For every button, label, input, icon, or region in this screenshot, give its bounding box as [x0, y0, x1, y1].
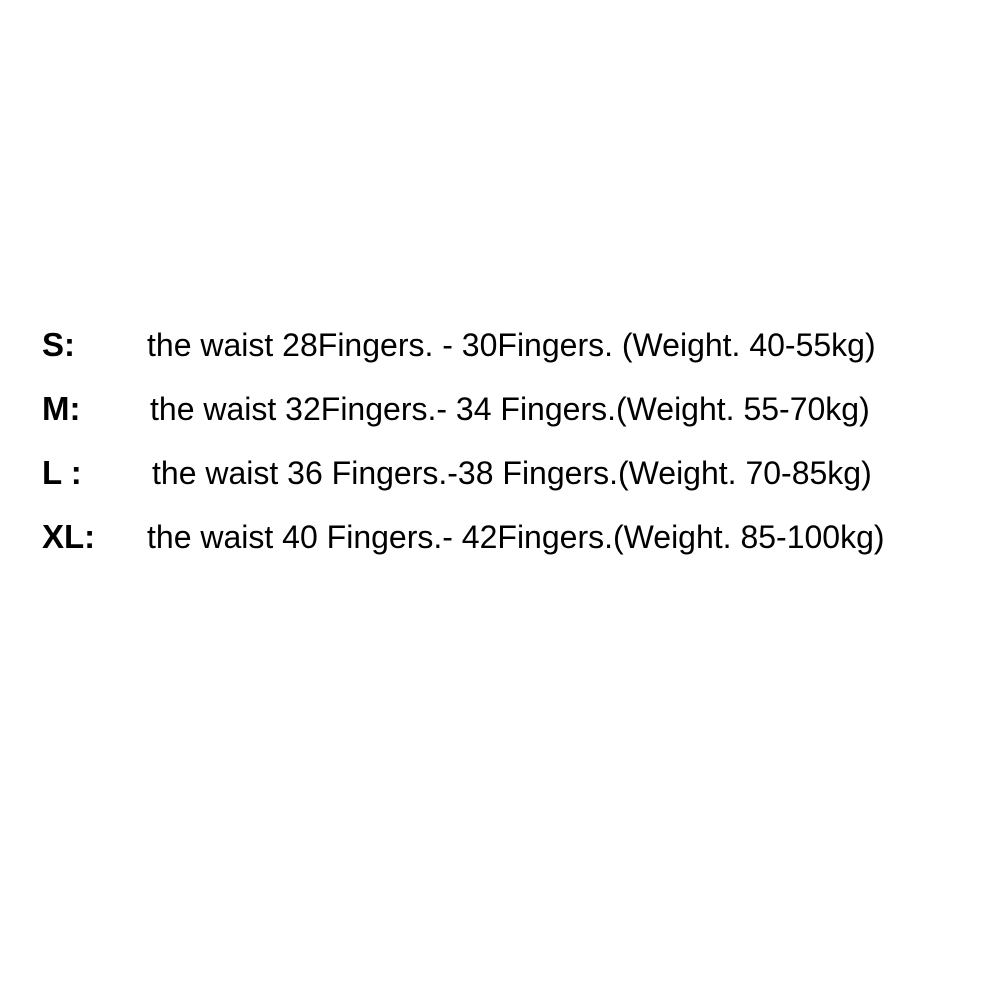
size-row-l	[42, 454, 992, 518]
size-label: S:	[42, 326, 75, 363]
size-description: the waist 32Fingers.- 34 Fingers.(Weight. 55-70kg)	[150, 391, 870, 427]
size-label: XL:	[42, 518, 96, 555]
size-description: the waist 40 Fingers.- 42Fingers.(Weight. 85-100kg)	[147, 519, 885, 555]
size-chart-rows	[42, 326, 992, 582]
size-label: L :	[42, 454, 82, 491]
size-description: the waist 28Fingers. - 30Fingers. (Weight. 40-55kg)	[147, 327, 876, 363]
size-row-s	[42, 326, 992, 390]
size-row-m	[42, 390, 992, 454]
size-label: M:	[42, 390, 81, 427]
size-row-xl	[42, 518, 992, 582]
size-description: the waist 36 Fingers.-38 Fingers.(Weight. 70-85kg)	[152, 455, 872, 491]
